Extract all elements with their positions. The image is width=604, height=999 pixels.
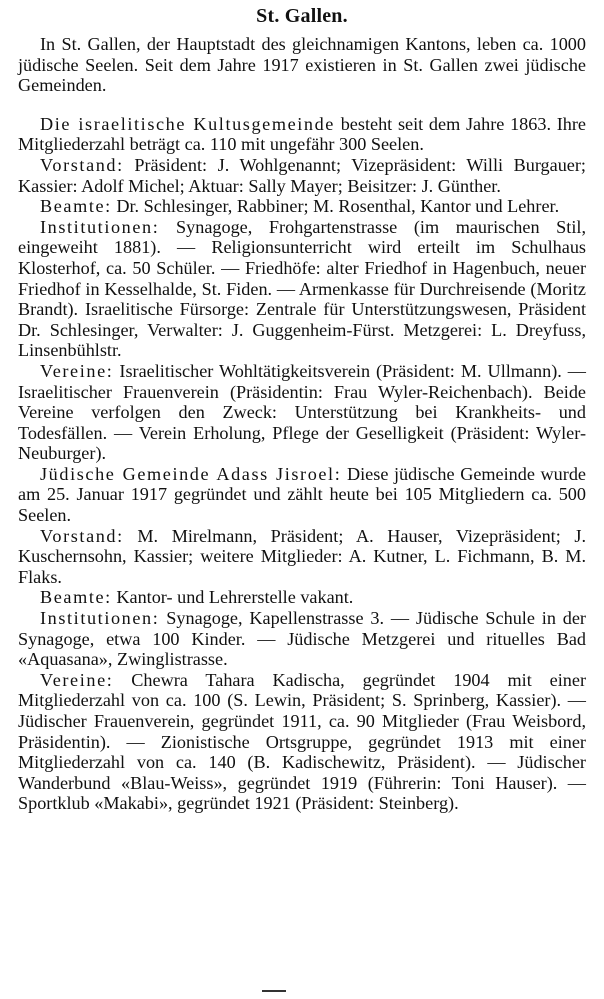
paragraph-term: Die israelitische Kultusgemeinde: [40, 113, 335, 134]
cropped-page-number-fragment: [262, 990, 286, 992]
paragraph-term: Beamte:: [40, 587, 112, 608]
paragraph-text: Dr. Schlesinger, Rabbiner; M. Rosenthal, Kantor und Lehrer.: [111, 196, 560, 217]
paragraph-beamte-adass: [18, 587, 586, 608]
paragraph-term: Jüdische Gemeinde Adass Jisroel:: [40, 463, 342, 484]
paragraph-text: Synagoge, Frohgartenstrasse (im maurischen Stil, eingeweiht 1881). — Religionsunterricht wird erteilt im Schulhaus Klosterhof, ca. 50 Schüler. — Friedhöfe: alter Friedhof in Hagenbuch, neuer Friedhof in Kesselhalde, St. Fiden. — Armenkasse für Durchreisende (Moritz Brandt). Israelitische Fürsorge: Zentrale für Unterstützungswesen, Präsident Dr. Schlesinger, Verwalter: J. Guggenheim-Fürst. Metzgerei: L. Dreyfuss, Linsenbühlstr.: [18, 216, 586, 361]
paragraph-beamte: [18, 196, 586, 217]
paragraph-term: Vorstand:: [40, 525, 124, 546]
paragraph-text: Chewra Tahara Kadischa, gegründet 1904 mit einer Mitgliederzahl von ca. 100 (S. Lewin, Präsident; S. Sprinberg, Kassier). — Jüdischer Frauenverein, gegründet 1911, ca. 90 Mitglieder (Frau Weisbord, Präsidentin). — Zionistische Ortsgruppe, gegründet 1913 mit einer Mitgliederzahl von ca. 140 (B. Kadischewitz, Präsident). — Jüdischer Wanderbund «Blau-Weiss», gegründet 1919 (Führerin: Toni Hauser). — Sportklub «Makabi», gegründet 1921 (Präsident: Steinberg).: [18, 669, 586, 814]
intro-paragraph: In St. Gallen, der Hauptstadt des gleichnamigen Kantons, leben ca. 1000 jüdische Seelen. Seit dem Jahre 1917 existieren in St. Gallen zwei jüdische Gemeinden.: [18, 34, 586, 96]
paragraph-text: besteht seit dem Jahre 1863. Ihre Mitgliederzahl beträgt ca. 110 mit ungefähr 300 Seelen.: [18, 113, 586, 155]
paragraph-text: M. Mirelmann, Präsident; A. Hauser, Vizepräsident; J. Kuschernsohn, Kassier; weitere Mitglieder: A. Kutner, L. Fichmann, B. M. Flaks.: [18, 525, 586, 587]
paragraph-text: Diese jüdische Gemeinde wurde am 25. Januar 1917 gegründet und zählt heute bei 105 Mitgliedern ca. 500 Seelen.: [18, 463, 586, 526]
paragraph-term: Beamte:: [40, 196, 112, 217]
paragraph-vorstand-adass: [18, 526, 586, 588]
paragraph-term: Vorstand:: [40, 154, 124, 175]
paragraph-text: Präsident: J. Wohlgenannt; Vizepräsident: Willi Burgauer; Kassier: Adolf Michel; Aktuar: Sally Mayer; Beisitzer: J. Günther.: [18, 154, 586, 196]
paragraph-text: Kantor- und Lehrerstelle vakant.: [111, 587, 354, 608]
paragraph-vereine-adass: [18, 670, 586, 814]
paragraph-text: Israelitischer Wohltätigkeitsverein (Präsident: M. Ullmann). — Israelitischer Frauenverein (Präsidentin: Frau Wyler-Reichenbach). Beide Vereine verfolgen den Zweck: Unterstützung bei Krankheits- und Todesfällen. — Verein Erholung, Pflege der Geselligkeit (Präsident: Wyler-Neuburger).: [18, 360, 586, 464]
paragraph-institutionen-adass: [18, 608, 586, 670]
paragraph-vereine: [18, 361, 586, 464]
document-page: [18, 4, 586, 814]
paragraph-term: Vereine:: [40, 669, 114, 690]
paragraph-term: Institutionen:: [40, 608, 160, 629]
paragraph-vorstand: [18, 155, 586, 196]
page-title: St. Gallen.: [256, 5, 348, 27]
paragraph-term: Institutionen:: [40, 216, 160, 237]
paragraph-kultusgemeinde: [18, 114, 586, 155]
paragraph-term: Vereine:: [40, 360, 114, 381]
paragraph-adass-jisroel: [18, 464, 586, 526]
paragraph-text: Synagoge, Kapellenstrasse 3. — Jüdische Schule in der Synagoge, etwa 100 Kinder. — Jüdische Metzgerei und rituelles Bad «Aquasana», Zwinglistrasse.: [18, 608, 586, 670]
paragraph-institutionen: [18, 217, 586, 361]
